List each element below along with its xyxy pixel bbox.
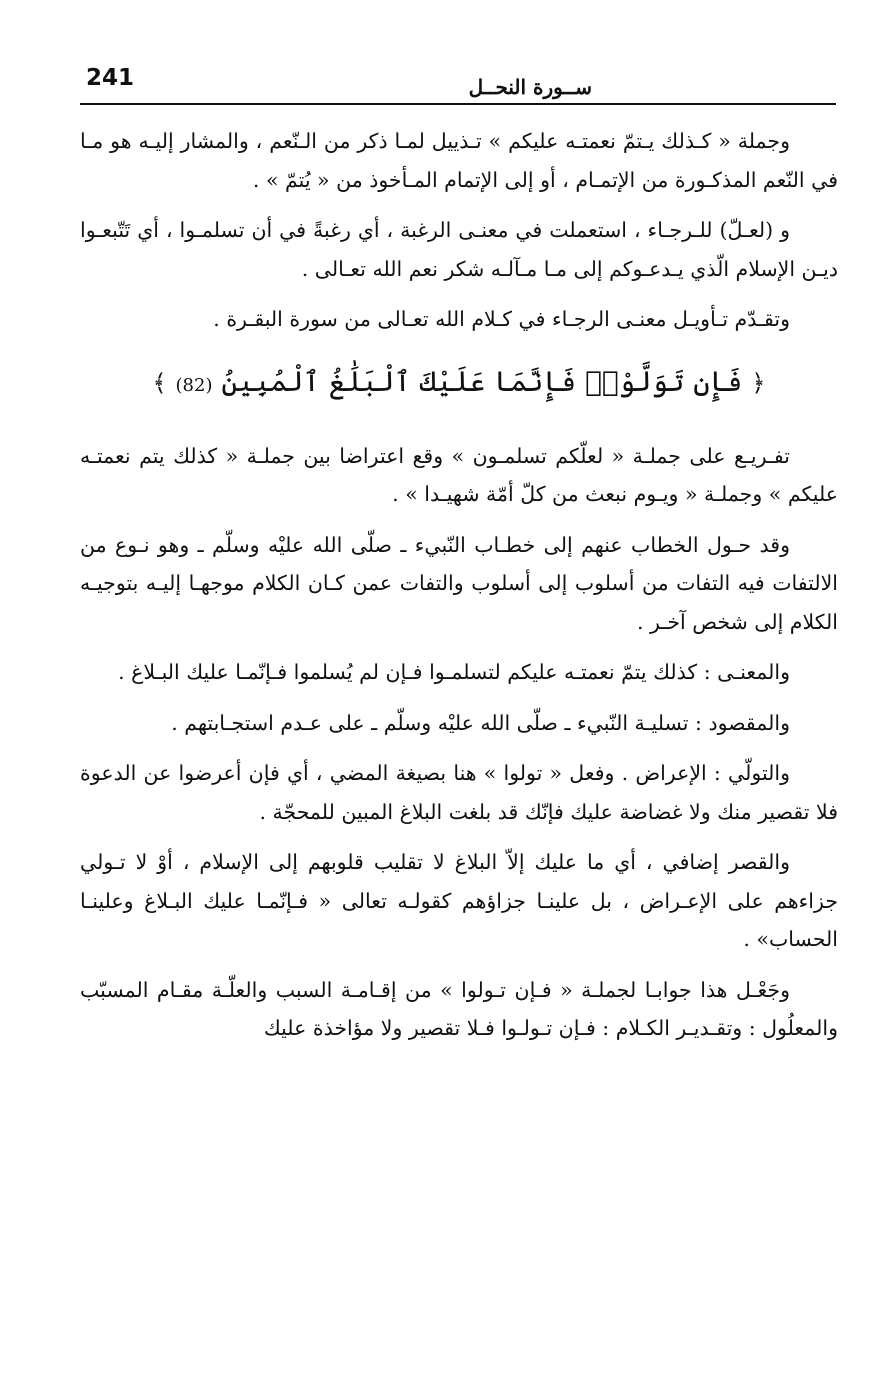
page-number: 241 xyxy=(86,65,135,91)
verse-text: فَإِن تَوَلَّوْا۟ فَإِنَّمَا عَلَيْكَ ٱلْبَلَٰغُ ٱلْمُبِينُ xyxy=(221,364,743,398)
verse-number: (82) xyxy=(175,374,213,396)
paragraph: وتقـدّم تـأويـل معنـى الرجـاء في كـلام الله تعـالى من سورة البقـرة . xyxy=(213,307,790,331)
header-rule xyxy=(80,103,836,105)
paragraph: وجَعْـل هذا جوابـا لجملـة « فـإن تـولوا » من إقـامـة السبب والعلّـة مقـام المسبّب والمعلُول : وتقـديـر الكـلام : فـإن تـولـوا فـلا تقصير ولا مؤاخذة عليك xyxy=(80,977,838,1040)
paragraph: و (لعـلّ) للـرجـاء ، استعملت في معنـى الرغبة ، أي رغبةً في أن تسلمـوا ، أي تَتّبعـوا ديـن الإسلام الّذي يـدعـوكم إلى مـا مـآلـه شكر نعم الله تعـالى . xyxy=(80,218,838,281)
paragraph: والمقصود : تسليـة النّبيء ـ صلّى الله عليْه وسلّم ـ على عـدم استجـابتهم . xyxy=(171,710,790,735)
running-head: ســورة النحــل xyxy=(468,75,592,99)
paragraph: والتولّي : الإعراض . وفعل « تولوا » هنا بصيغة المضي ، أي فإن أعرضوا عن الدعوة فلا تقصير منك ولا غضاضة عليك فإنّك قد بلغت البلاغ المبين للمحجّة . xyxy=(80,761,838,824)
paragraph: والمعنـى : كذلك يتمّ نعمتـه عليكم لتسلمـوا فـإن لم يُسلموا فـإنّمـا عليك البـلاغ . xyxy=(118,660,790,684)
paragraph: وقد حـول الخطاب عنهم إلى خطـاب النّبيء ـ صلّى الله عليْه وسلّم ـ وهو نـوع من الالتفات فيه التفات من أسلوب إلى أسلوب والتفات عمن كـان الكلام موجهـا إليـه بتوجيـه الكلام إلى شخص آخـر . xyxy=(80,532,838,634)
verse-open-bracket: ﴿ xyxy=(751,368,766,397)
paragraph: وجملة « كـذلك يـتمّ نعمتـه عليكم » تـذييل لمـا ذكر من الـنّعم ، والمشار إليـه هو مـا في النّعم المذكـورة من الإتمـام ، أو إلى الإتمام المـأخوذ من « يُتمّ » . xyxy=(80,129,838,192)
paragraph: والقصر إضافي ، أي ما عليك إلاّ البلاغ لا تقليب قلوبهم إلى الإسلام ، أوْ لا تـولي جزاءهم على الإعـراض ، بل علينـا جزاؤهم كقولـه تعالى « فـإنّمـا عليك البـلاغ وعلينـا الحساب» . xyxy=(80,850,838,951)
main-text xyxy=(80,122,838,1060)
quran-verse xyxy=(80,353,838,415)
paragraph: تفـريـع على جملـة « لعلّكم تسلمـون » وقع اعتراضا بين جملـة « كذلك يتم نعمتـه عليكم » وجملـة « ويـوم نبعث من كلّ أمّة شهيـدا » . xyxy=(80,443,838,506)
verse-close-bracket: ﴾ xyxy=(152,368,167,397)
